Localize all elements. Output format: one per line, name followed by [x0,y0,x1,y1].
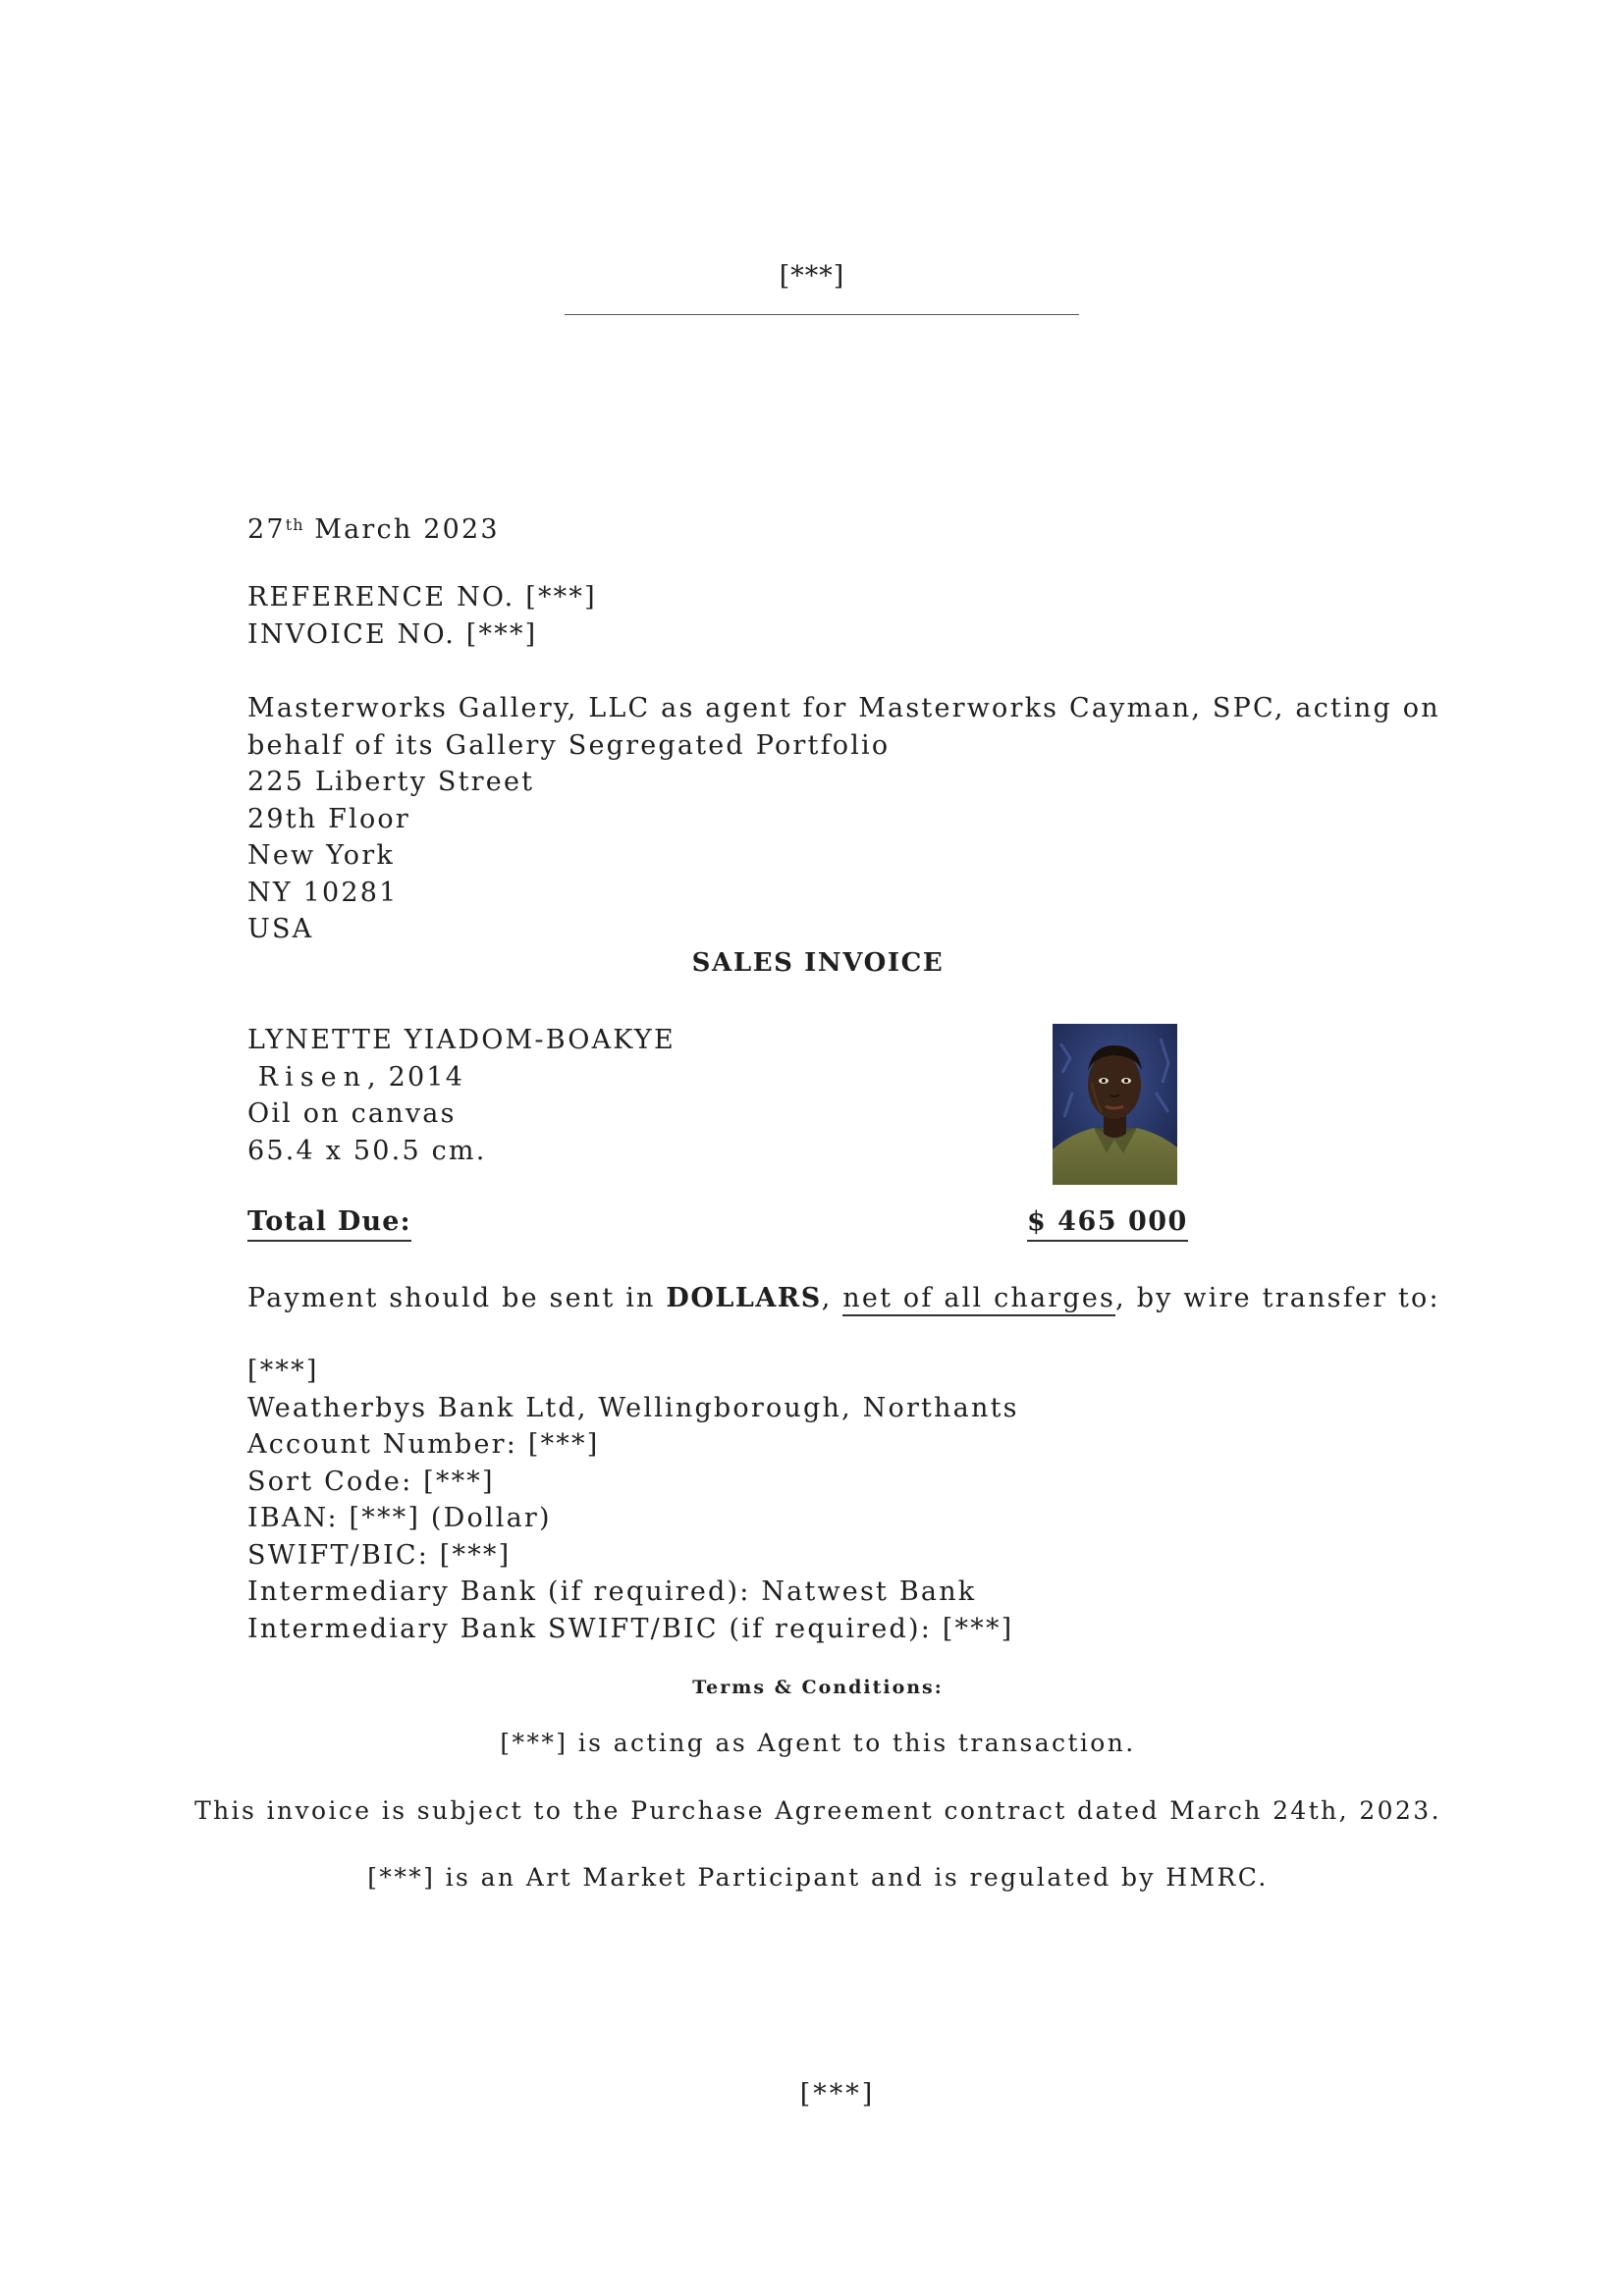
terms-title: Terms & Conditions: [692,1677,944,1698]
payment-suffix: , by wire transfer to: [1115,1283,1440,1313]
bank-details [247,1353,1426,1647]
invoice-number: INVOICE NO. [***] [247,618,538,650]
total-due-amount: $ 465 000 [1027,1205,1188,1242]
reference-number: REFERENCE NO. [***] [247,582,597,613]
bank-detail-line: IBAN: [***] (Dollar) [247,1503,552,1533]
payment-prefix: Payment should be sent in [247,1283,667,1313]
payment-instructions [247,1281,1440,1316]
header-divider [565,314,1079,315]
terms-agent-statement: [***] is acting as Agent to this transaction. [500,1729,1136,1757]
invoice-title: SALES INVOICE [691,948,945,978]
invoice-date [247,507,1426,549]
payment-net-of-charges: net of all charges [842,1283,1115,1316]
address-line: 29th Floor [247,803,410,834]
artwork-title-line [247,1059,1426,1096]
address-line: 225 Liberty Street [247,767,535,797]
date-day: 27 [247,514,286,545]
bank-detail-line: Account Number: [***] [247,1429,600,1460]
artwork-details [247,1022,1426,1169]
artwork-dimensions: 65.4 x 50.5 cm. [247,1135,487,1166]
address-line: NY 10281 [247,877,399,908]
address-line: New York [247,840,395,871]
bank-detail-line: Sort Code: [***] [247,1466,495,1497]
payment-separator: , [821,1283,843,1313]
artwork-artist: LYNETTE YIADOM-BOAKYE [247,1025,676,1055]
address-line: USA [247,914,314,944]
artwork-title: Risen [257,1061,367,1093]
artwork-thumbnail-image [1053,1024,1177,1185]
total-due-label: Total Due: [247,1205,411,1242]
bank-detail-line: Intermediary Bank (if required): Natwest Bank [247,1576,977,1607]
artwork-medium: Oil on canvas [247,1098,457,1129]
address-line: Masterworks Gallery, LLC as agent for Masterworks Cayman, SPC, acting on [247,693,1440,723]
payment-currency: DOLLARS [666,1283,822,1313]
terms-regulation-statement: [***] is an Art Market Participant and is regulated by HMRC. [367,1863,1269,1892]
header-redacted-mark: [***] [779,261,845,292]
footer-redacted-mark: [***] [799,2079,876,2109]
artwork-year: , 2014 [367,1061,465,1093]
date-month-year: March 2023 [303,514,500,545]
bank-detail-line: SWIFT/BIC: [***] [247,1539,512,1571]
bank-detail-line: Intermediary Bank SWIFT/BIC (if required): [***] [247,1613,1014,1644]
recipient-address [247,690,1440,948]
bank-detail-line: Weatherbys Bank Ltd, Wellingborough, Northants [247,1392,1019,1423]
bank-detail-line: [***] [247,1356,319,1386]
reference-block [247,579,1426,653]
terms-agreement-statement: This invoice is subject to the Purchase Agreement contract dated March 24th, 2023. [194,1796,1441,1825]
date-ordinal: th [285,515,304,534]
address-line: behalf of its Gallery Segregated Portfolio [247,729,891,761]
